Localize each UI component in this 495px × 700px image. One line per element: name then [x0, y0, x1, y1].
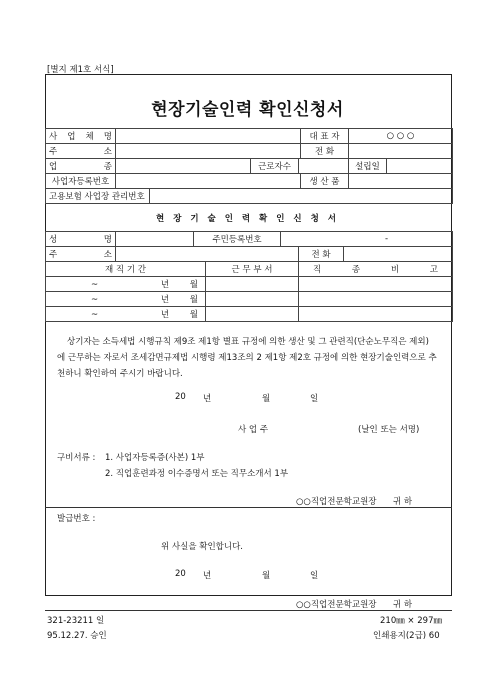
department-header: 근 무 부 서	[206, 262, 299, 277]
bottom-rule	[45, 610, 452, 611]
bizreg-field[interactable]	[116, 174, 301, 189]
paper-grade: 인쇄용지(2급) 60	[373, 631, 440, 641]
insurance-table	[45, 188, 453, 204]
resident-id-field[interactable]	[281, 232, 453, 247]
period-field[interactable]	[46, 292, 206, 307]
form-code: 321-23211 일	[47, 616, 105, 626]
employees-field[interactable]	[299, 159, 349, 174]
period-sep: ~	[91, 280, 99, 290]
person-name-label: 성 명	[46, 232, 116, 247]
resident-id-label: 주민등록번호	[194, 232, 281, 247]
person-address-field[interactable]	[116, 247, 299, 262]
period-sep: ~	[91, 310, 99, 320]
industry-field[interactable]	[116, 159, 251, 174]
paper-size: 210㎜ × 297㎜	[380, 616, 442, 626]
company-info-table	[45, 128, 453, 159]
founded-field[interactable]	[387, 159, 453, 174]
bizreg-label: 사업자등록번호	[46, 174, 116, 189]
department-field[interactable]	[206, 292, 299, 307]
applicant-seal-note: (날인 또는 서명)	[358, 425, 420, 435]
period-sep: ~	[91, 295, 99, 305]
period-field[interactable]	[46, 277, 206, 292]
founded-label: 설립일	[349, 159, 387, 174]
issue-date-year: 년	[203, 571, 212, 581]
person-info-table-2	[45, 246, 453, 262]
employment-table	[45, 261, 453, 322]
insurance-label: 고용보험 사업장 관리번호	[46, 189, 150, 204]
request-paragraph: 상기자는 소득세법 시행규칙 제9조 제1항 별표 규정에 의한 생산 및 그 관련직(단순노무직은 제외)에 근무하는 자로서 조세감면규제법 시행령 제13조의 2 제1항 제2호 규정에 의한 현장기술인력으로 추천하니 확인하여 주시기 바랍니다.	[57, 337, 437, 379]
recipient-suffix: 귀 하	[393, 497, 413, 507]
section-subtitle: 현 장 기 술 인 력 확 인 신 청 서	[156, 214, 339, 224]
recipient: ○○직업전문학교원장	[296, 497, 377, 507]
employees-label: 근로자수	[251, 159, 299, 174]
document-item: 1. 사업자등록증(사본) 1부	[105, 453, 205, 463]
issuer-suffix: 귀 하	[393, 600, 413, 610]
period-year: 년	[160, 295, 170, 305]
period-year: 년	[160, 310, 170, 320]
period-month: 월	[189, 310, 198, 320]
company-phone-label: 전 화	[301, 144, 349, 159]
period-year: 년	[160, 280, 170, 290]
applicant-label: 사 업 주	[238, 425, 269, 435]
issue-date-day: 일	[310, 571, 319, 581]
table-row	[46, 277, 453, 292]
issuer: ○○직업전문학교원장	[296, 600, 377, 610]
job-remarks-header: 직 종 비 고	[299, 262, 453, 277]
issue-date-20: 20	[175, 569, 186, 579]
person-address-label: 주 소	[46, 247, 116, 262]
job-field[interactable]	[299, 292, 453, 307]
page-title: 현장기술인력 확인신청서	[151, 100, 344, 120]
resident-id-dash: -	[384, 234, 389, 244]
department-field[interactable]	[206, 277, 299, 292]
form-number: [별지 제1호 서식]	[47, 65, 114, 75]
confirm-text: 위 사실을 확인합니다.	[161, 542, 244, 552]
person-name-field[interactable]	[116, 232, 194, 247]
company-address-field[interactable]	[116, 144, 301, 159]
product-label: 생 산 품	[301, 174, 349, 189]
job-field[interactable]	[299, 277, 453, 292]
period-month: 월	[189, 280, 198, 290]
request-date-day: 일	[310, 394, 319, 404]
person-phone-field[interactable]	[344, 247, 453, 262]
industry-label: 업 종	[46, 159, 116, 174]
representative-value[interactable]: ○ ○ ○	[349, 129, 453, 144]
company-address-label: 주 소	[46, 144, 116, 159]
request-date-year: 년	[203, 394, 212, 404]
document-item: 2. 직업훈련과정 이수증명서 또는 직무소개서 1부	[105, 469, 289, 479]
department-field[interactable]	[206, 307, 299, 322]
person-info-table	[45, 231, 453, 247]
table-row	[46, 307, 453, 322]
section-divider	[45, 507, 452, 508]
period-field[interactable]	[46, 307, 206, 322]
representative-label: 대 표 자	[301, 129, 349, 144]
person-phone-label: 전 화	[299, 247, 344, 262]
insurance-field[interactable]	[150, 189, 453, 204]
product-field[interactable]	[349, 174, 453, 189]
period-header: 재 직 기 간	[46, 262, 206, 277]
period-month: 월	[189, 295, 198, 305]
company-info-table-3	[45, 173, 453, 189]
job-field[interactable]	[299, 307, 453, 322]
documents-label: 구비서류 :	[57, 453, 96, 463]
request-date-20: 20	[175, 392, 186, 402]
issue-number-label: 발급번호 :	[57, 514, 96, 524]
company-info-table-2	[45, 158, 453, 174]
company-name-label: 사 업 체 명	[46, 129, 116, 144]
approval-date: 95.12.27. 승인	[47, 631, 107, 641]
table-row	[46, 292, 453, 307]
company-name-field[interactable]	[116, 129, 301, 144]
request-date-month: 월	[262, 394, 271, 404]
issue-date-month: 월	[262, 571, 271, 581]
company-phone-field[interactable]	[349, 144, 453, 159]
